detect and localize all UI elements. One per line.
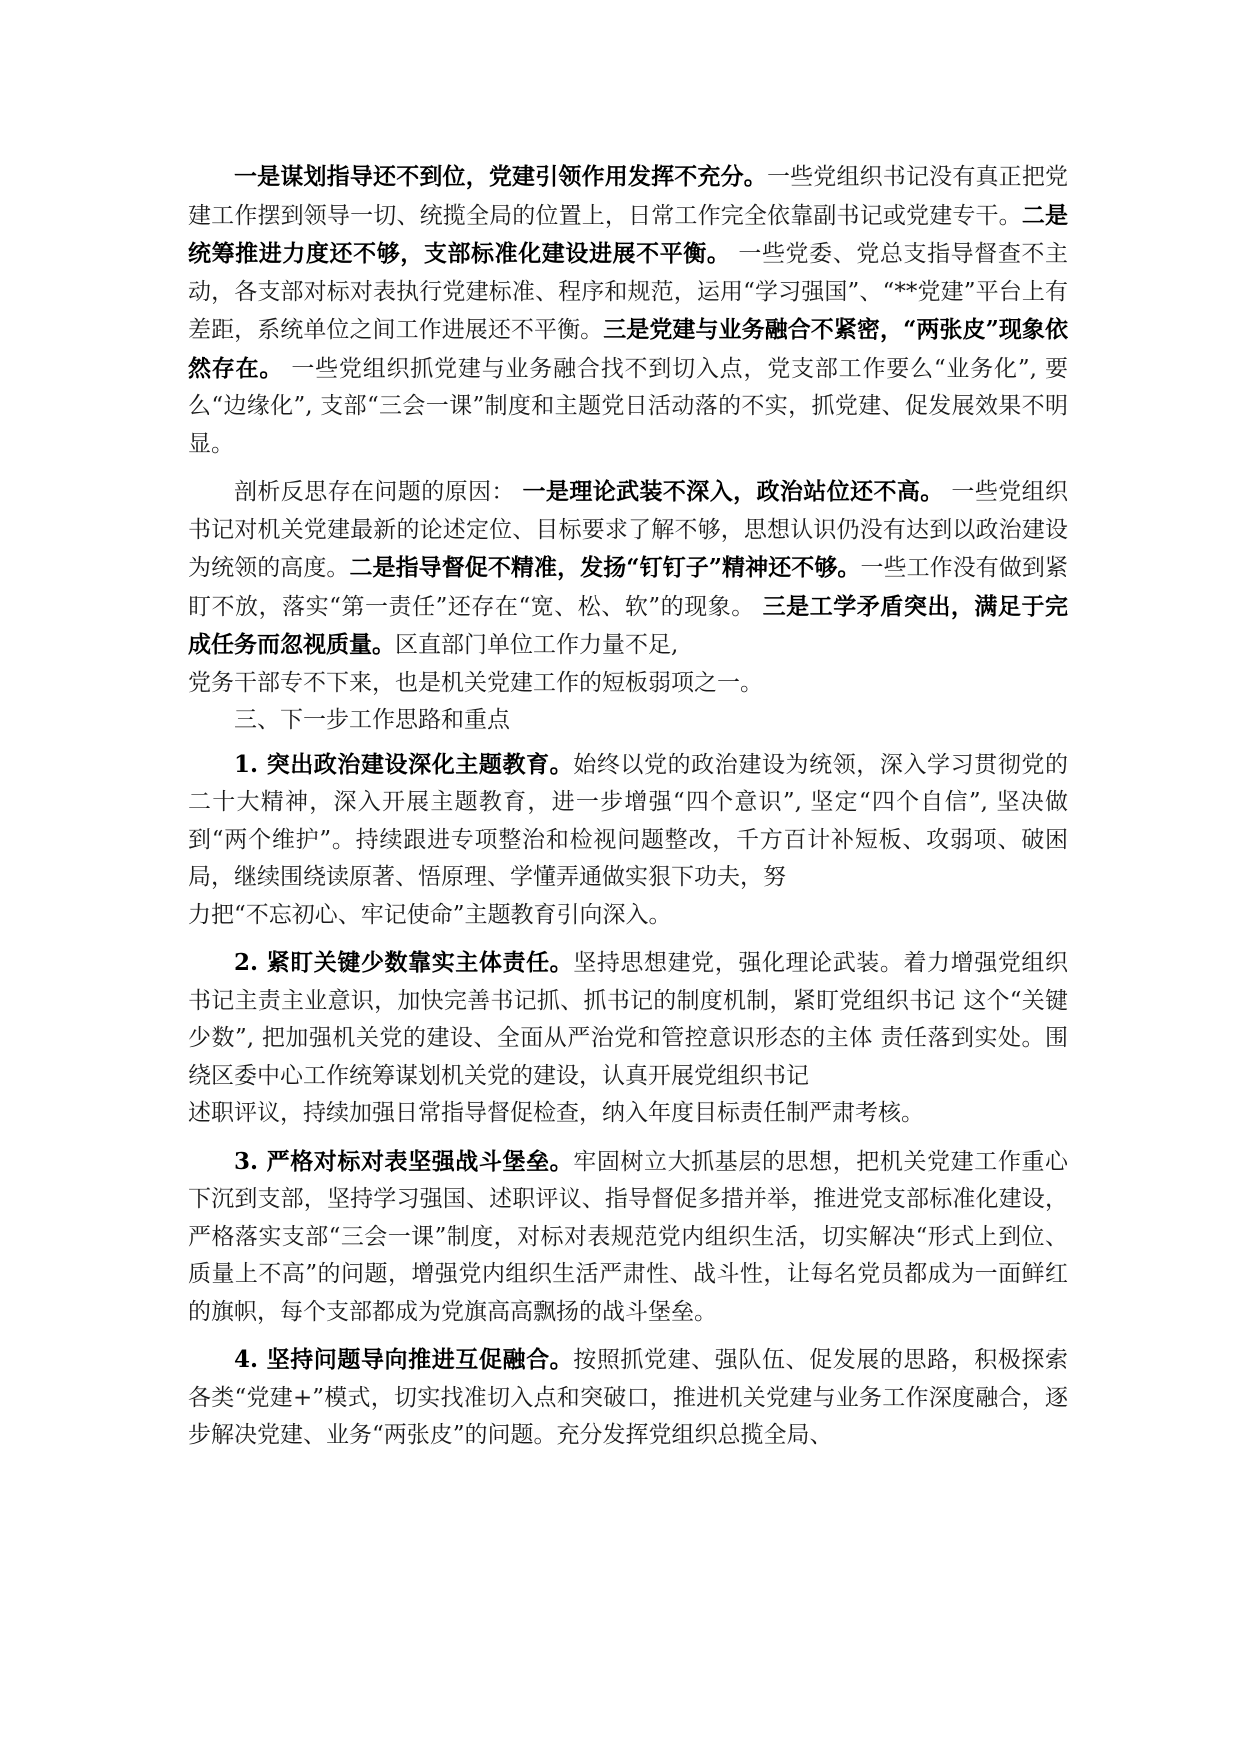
paragraph-continuation: 力把“不忘初心、牢记使命”主题教育引向深入。 — [188, 901, 672, 928]
paragraph-item-1 — [188, 746, 1068, 897]
bold-phrase: 1. 突出政治建设深化主题教育。 — [234, 750, 574, 778]
body-text: 一些党组织书记对机关党建最新的论述定位、目标要求了解不够，思想认识仍没有达到以政治建设为统领的高度。 — [188, 479, 1069, 581]
body-text: 一些党组织抓党建与业务融合找不到切入点，党支部工作要么“业务化”, 要么“边缘化”, 支部“三会一课”制度和主题党日活动落的不实，抓党建、促发展效果不明显。 — [188, 355, 1069, 457]
paragraph-problems — [188, 158, 1068, 463]
bold-phrase: 4. 坚持问题导向推进互促融合。 — [234, 1346, 574, 1373]
body-text: 一些党委、党总支指导督查不主动，各支部对标对表执行党建标准、程序和规范，运用“学习强国”、“**党建”平台上有差距，系统单位之间工作进展还不平衡。 — [188, 241, 1069, 343]
bold-phrase: 二是指导督促不精准，发扬“钉钉子”精神还不够。 — [349, 554, 861, 581]
bold-phrase: 三是党建与业务融合不紧密，“两张皮”现象依然存在。 — [188, 316, 1068, 382]
paragraph-item-3 — [188, 1143, 1068, 1332]
paragraph-item-4 — [188, 1341, 1068, 1455]
bold-phrase: 3. 严格对标对表坚强战斗堡垒。 — [234, 1147, 574, 1175]
body-text: 区直部门单位工作力量不足, — [395, 632, 679, 658]
body-text: 一些工作没有做到紧盯不放，落实“第一责任”还存在“宽、松、软”的现象。 — [188, 555, 1069, 620]
bold-phrase: 一是谋划指导还不到位，党建引领作用发挥不充分。 — [234, 163, 767, 190]
bold-phrase: 2. 紧盯关键少数靠实主体责任。 — [234, 949, 574, 976]
body-text: 按照抓党建、强队伍、促发展的思路，积极探索各类“党建+”模式，切实找准切入点和突破口，推进机关党建与业务工作深度融合，逐步解决党建、业务“两张皮”的问题。充分发挥党组织总揽全局、 — [188, 1347, 1068, 1448]
body-text: 一些党组织书记没有真正把党建工作摆到领导一切、统揽全局的位置上，日常工作完全依靠副书记或党建专干。 — [188, 164, 1069, 229]
body-text: 牢固树立大抓基层的思想，把机关党建工作重心下沉到支部，坚持学习强国、述职评议、指导督促多措并举，推进党支部标准化建设，严格落实支部“三会一课”制度，对标对表规范党内组织生活，切实解决“形式上到位、质量上不高”的问题，增强党内组织生活严肃性、战斗性，让每名党员都成为一面鲜红的旗帜，每个支部都成为党旗高高飘扬的战斗堡垒。 — [188, 1148, 1068, 1325]
section-heading: 三、下一步工作思路和重点 — [234, 707, 510, 733]
body-text: 坚持思想建党，强化理论武装。着力增强党组织书记主责主业意识，加快完善书记抓、抓书记的制度机制，紧盯党组织书记 这个“关键少数”, 把加强机关党的建设、全面从严治党和管控意识形态的主体 责任落到实处。围绕区委中心工作统筹谋划机关党的建设，认真开展党组织书记 — [188, 950, 1068, 1089]
bold-phrase: 三是工学矛盾突出，满足于完成任务而忽视质量。 — [188, 592, 1068, 658]
paragraph-item-2 — [188, 944, 1068, 1095]
body-text: 剖析反思存在问题的原因： — [234, 479, 515, 505]
paragraph-causes — [188, 473, 1068, 665]
bold-phrase: 二是统筹推进力度还不够，支部标准化建设进展不平衡。 — [188, 201, 1069, 267]
bold-phrase: 一是理论武装不深入，政治站位还不高。 — [522, 478, 944, 505]
paragraph-continuation: 述职评议，持续加强日常指导督促检查，纳入年度目标责任制严肃考核。 — [188, 1100, 924, 1126]
body-text: 始终以党的政治建设为统领，深入学习贯彻党的二十大精神，深入开展主题教育，进一步增强“四个意识”, 坚定“四个自信”, 坚决做到“两个维护”。持续跟进专项整治和检视问题整改，千方百计补短板、攻弱项、破困局，继续围绕读原著、悟原理、学懂弄通做实狠下功夫，努 — [188, 751, 1068, 890]
document-body — [188, 158, 1068, 1455]
paragraph-continuation: 党务干部专不下来，也是机关党建工作的短板弱项之一。 — [188, 669, 763, 696]
